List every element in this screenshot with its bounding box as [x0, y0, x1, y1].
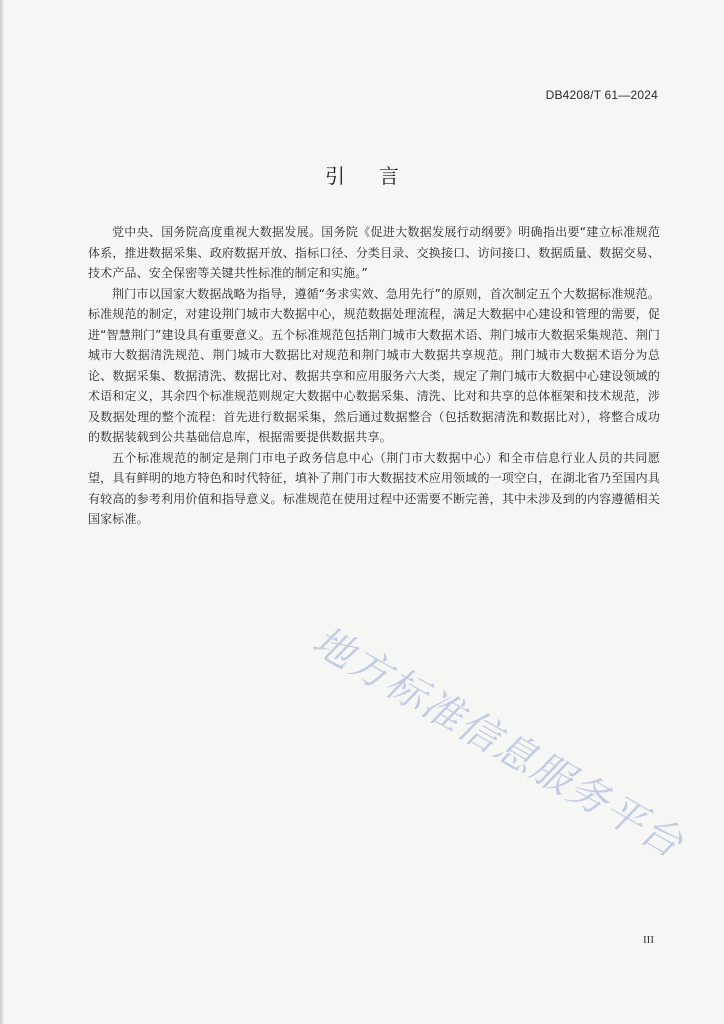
page-title: 引言	[325, 164, 433, 188]
paragraph-2: 荆门市以国家大数据战略为指导，遵循“务求实效、急用先行”的原则，首次制定五个大数据标准规范。标准规范的制定，对建设荆门城市大数据中心，规范数据处理流程，满足大数据中心建设和管理的需要，促进“智慧荆门”建设具有重要意义。五个标准规范包括荆门城市大数据术语、荆门城市大数据采集规范、荆门城市大数据清洗规范、荆门城市大数据比对规范和荆门城市大数据共享规范。荆门城市大数据术语分为总论、数据采集、数据清洗、数据比对、数据共享和应用服务六大类，规定了荆门城市大数据中心建设领域的术语和定义，其余四个标准规范则规定大数据中心数据采集、清洗、比对和共享的总体框架和技术规范，涉及数据处理的整个流程：首先进行数据采集，然后通过数据整合（包括数据清洗和数据比对），将整合成功的数据装载到公共基础信息库，根据需要提供数据共享。	[88, 286, 660, 444]
document-code: DB4208/T 61—2024	[545, 88, 658, 102]
document-body	[88, 222, 660, 530]
page-left-edge	[0, 0, 4, 1024]
paragraph-3: 五个标准规范的制定是荆门市电子政务信息中心（荆门市大数据中心）和全市信息行业人员的共同愿望，具有鲜明的地方特色和时代特征，填补了荆门市大数据技术应用领域的一项空白，在湖北省乃至国内具有较高的参考利用价值和指导意义。标准规范在使用过程中还需要不断完善，其中未涉及到的内容遵循相关国家标准。	[88, 450, 660, 526]
paragraph-1: 党中央、国务院高度重视大数据发展。国务院《促进大数据发展行动纲要》明确指出要“建立标准规范体系，推进数据采集、政府数据开放、指标口径、分类目录、交换接口、访问接口、数据质量、数据交易、技术产品、安全保密等关键共性标准的制定和实施。”	[88, 225, 660, 280]
watermark: 地方标准信息服务平台	[304, 617, 692, 868]
page-number: III	[643, 934, 654, 946]
